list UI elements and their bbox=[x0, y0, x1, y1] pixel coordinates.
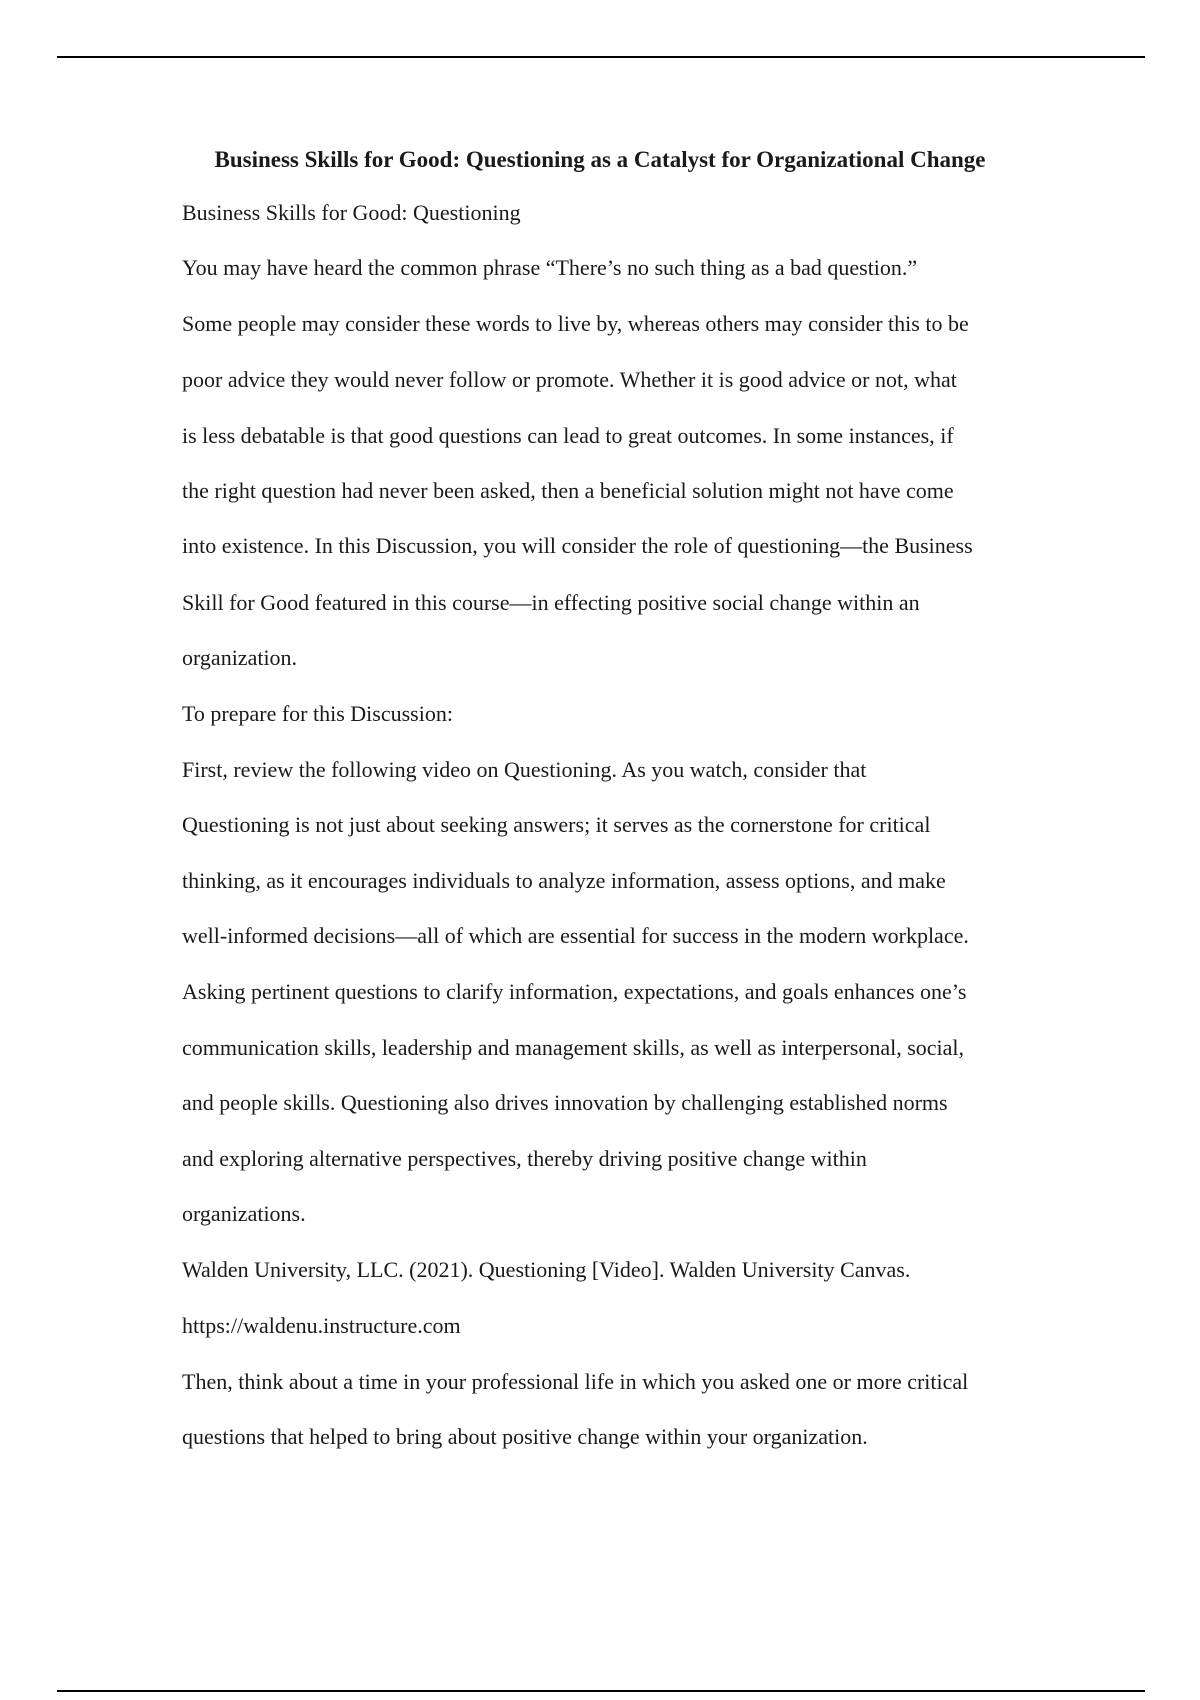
body-line: Skill for Good featured in this course—in effecting positive social change within an bbox=[182, 590, 920, 615]
body-line: organization. bbox=[182, 645, 298, 670]
body-line: Asking pertinent questions to clarify information, expectations, and goals enhances one’s bbox=[182, 979, 967, 1004]
body-line: is less debatable is that good questions can lead to great outcomes. In some instances, if bbox=[182, 423, 954, 448]
body-line: Then, think about a time in your professional life in which you asked one or more critical bbox=[182, 1369, 969, 1394]
citation-url: https://waldenu.instructure.com bbox=[182, 1313, 461, 1338]
body-line: First, review the following video on Questioning. As you watch, consider that bbox=[182, 757, 867, 782]
body-line: the right question had never been asked, then a beneficial solution might not have come bbox=[182, 478, 954, 503]
section-heading-line: To prepare for this Discussion: bbox=[182, 701, 453, 726]
body-line: poor advice they would never follow or promote. Whether it is good advice or not, what bbox=[182, 367, 957, 392]
top-rule bbox=[57, 56, 1145, 58]
body-line: thinking, as it encourages individuals to analyze information, assess options, and make bbox=[182, 868, 946, 893]
subtitle-line: Business Skills for Good: Questioning bbox=[182, 200, 521, 225]
body-line: Some people may consider these words to live by, whereas others may consider this to be bbox=[182, 311, 969, 336]
body-line: and exploring alternative perspectives, thereby driving positive change within bbox=[182, 1146, 867, 1171]
body-line: Questioning is not just about seeking answers; it serves as the cornerstone for critical bbox=[182, 812, 931, 837]
citation-line: Walden University, LLC. (2021). Questioning [Video]. Walden University Canvas. bbox=[182, 1257, 911, 1282]
document-title: Business Skills for Good: Questioning as a Catalyst for Organizational Change bbox=[214, 147, 986, 172]
body-line: well-informed decisions—all of which are essential for success in the modern workplace. bbox=[182, 923, 969, 948]
body-line: and people skills. Questioning also drives innovation by challenging established norms bbox=[182, 1090, 948, 1115]
body-line: You may have heard the common phrase “There’s no such thing as a bad question.” bbox=[182, 255, 918, 280]
body-line: communication skills, leadership and management skills, as well as interpersonal, social, bbox=[182, 1035, 965, 1060]
body-line: questions that helped to bring about positive change within your organization. bbox=[182, 1424, 868, 1449]
bottom-rule bbox=[57, 1690, 1145, 1692]
body-line: organizations. bbox=[182, 1201, 306, 1226]
body-line: into existence. In this Discussion, you will consider the role of questioning—the Business bbox=[182, 533, 973, 558]
